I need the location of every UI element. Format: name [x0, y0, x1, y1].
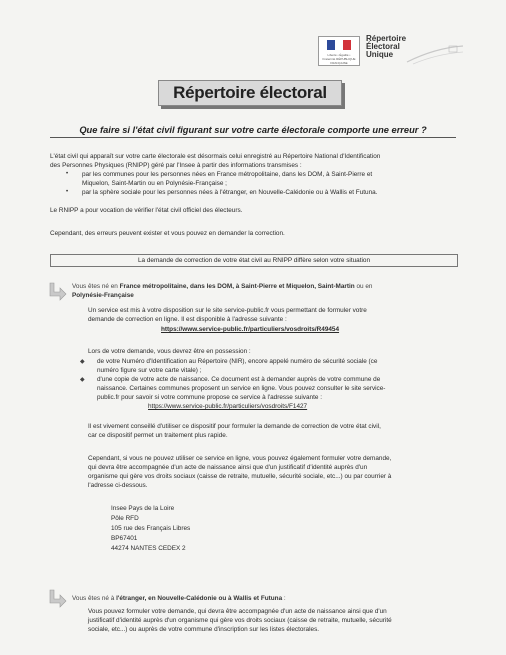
section2-p-line2: justificatif d'identité auprès d'un organisme qui gère vos droits sociaux (caisse de retraite, mutuelle, sécurité	[88, 617, 392, 624]
brand-swoosh-icon	[405, 44, 465, 66]
section1-p3-line1: Il est vivement conseillé d'utiliser ce dispositif pour formuler la demande de correction de votre état civil,	[88, 423, 381, 430]
intro-p1-line1: L'état civil qui apparaît sur votre carte électorale est désormais celui enregistré au Répertoire National d'Identification	[50, 153, 381, 160]
bullet-icon: •	[66, 171, 69, 177]
intro-p2: Le RNIPP a pour vocation de vérifier l'état civil officiel des électeurs.	[50, 207, 243, 214]
arrow-right-icon	[48, 281, 68, 301]
address-line: Pôle RFD	[111, 515, 139, 522]
republique-francaise-logo	[318, 36, 360, 66]
brand-line-1: Répertoire	[366, 34, 407, 43]
address-line: 105 rue des Français Libres	[111, 525, 191, 532]
page-title-box	[158, 80, 342, 106]
logo-text: Liberté • Égalité • Fraternité RÉPUBLIQUE FRANÇAISE	[322, 53, 356, 65]
arrow-right-icon	[48, 588, 68, 608]
address-line: 44274 NANTES CEDEX 2	[111, 545, 186, 552]
section1-p4-line2: qui devra être accompagnée d'un acte de naissance ainsi que d'un justificatif d'identité auprès d'un	[88, 464, 368, 471]
section1-p4-line4: l'adresse ci-dessous.	[88, 482, 148, 489]
intro-bullet1-line1: par les communes pour les personnes nées en France métropolitaine, dans les DOM, à Saint-Pierre et	[82, 171, 373, 178]
bullet-icon: •	[66, 189, 69, 195]
section1-heading-line1	[72, 283, 372, 292]
section1-p1-line1: Un service est mis à votre disposition sur le site service-public.fr vous permettant de formuler votre	[88, 307, 367, 314]
intro-p1-line2: des Personnes Physiques (RNIPP) géré par l'Insee à partir des informations transmises :	[50, 162, 302, 169]
diamond-bullet-icon: ◆	[80, 377, 85, 383]
section2-heading-bold: l'étranger, en Nouvelle-Calédonie ou à Wallis et Futuna	[116, 595, 283, 602]
section1-d2-line1: d'une copie de votre acte de naissance. Ce document est à demander auprès de votre commune de	[97, 376, 381, 383]
section2-p-line1: Vous pouvez formuler votre demande, qui devra être accompagnée d'un acte de naissance ainsi que d'un	[88, 608, 387, 615]
section2-heading	[72, 595, 286, 604]
brand-line-2: Électoral	[366, 42, 400, 51]
brand-wordmark	[366, 35, 406, 59]
service-public-link-r49454[interactable]: https://www.service-public.fr/particuliers/vosdroits/R49454	[161, 326, 340, 333]
situation-note-box: La demande de correction de votre état civil au RNIPP diffère selon votre situation	[50, 254, 458, 267]
section1-d2-line3: public.fr pour savoir si votre commune propose ce service à l'adresse suivante :	[97, 394, 322, 401]
section1-heading-line2	[72, 292, 134, 301]
section1-p1-line2: demande de correction en ligne. Il est disponible à l'adresse suivante :	[88, 316, 287, 323]
question-underline	[50, 137, 456, 138]
section1-p2: Lors de votre demande, vous devrez être en possession :	[88, 348, 251, 355]
section2-p-line3: sociale, etc...) ou auprès de votre commune d'inscription sur les listes électorales.	[88, 626, 320, 633]
section1-d2-line2: naissance. Certaines communes proposent un service en ligne. Vous pouvez consulter le site service-	[97, 385, 386, 392]
section1-heading-post: ou en	[356, 283, 373, 290]
page-title: Répertoire électoral	[173, 83, 327, 102]
section1-p4-line3: organisme qui gère vos droits sociaux (caisse de retraite, mutuelle, sécurité sociale, etc...) ou par courrier à	[88, 473, 392, 480]
section1-d1-line1: de votre Numéro d'Identification au Répertoire (NIR), encore appelé numéro de sécurité sociale (ce	[97, 358, 378, 365]
service-public-link-f1427[interactable]: https://www.service-public.fr/particuliers/vosdroits/F1427	[148, 403, 308, 410]
section1-heading-bold: France métropolitaine, dans les DOM, à Saint-Pierre et Miquelon, Saint-Martin	[119, 283, 355, 290]
intro-bullet1-line2: Miquelon, Saint-Martin ou en Polynésie-Française ;	[82, 180, 227, 187]
section1-p4-line1: Cependant, si vous ne pouvez utiliser ce service en ligne, vous pouvez également formuler votre demande,	[88, 455, 392, 462]
diamond-bullet-icon: ◆	[80, 359, 85, 365]
section1-heading-bold2: Polynésie-Française	[72, 292, 134, 299]
address-line: Insee Pays de la Loire	[111, 505, 175, 512]
section1-p3-line2: car ce dispositif permet un traitement plus rapide.	[88, 432, 228, 439]
section2-heading-pre: Vous êtes né à	[72, 595, 115, 602]
section1-d1-line2: numéro figure sur votre carte vitale) ;	[97, 367, 202, 374]
intro-p3: Cependant, des erreurs peuvent exister et vous pouvez en demander la correction.	[50, 230, 285, 237]
address-line: BP67401	[111, 535, 138, 542]
section1-heading-pre: Vous êtes né en	[72, 283, 118, 290]
brand-line-3: Unique	[366, 50, 394, 59]
intro-bullet2: par la sphère sociale pour les personnes nées à l'étranger, en Nouvelle-Calédonie ou à Wallis et Futuna.	[82, 189, 378, 196]
flag-icon	[327, 40, 351, 50]
question-heading: Que faire si l'état civil figurant sur votre carte électorale comporte une erreur ?	[79, 125, 427, 135]
section2-heading-post: :	[283, 595, 286, 602]
